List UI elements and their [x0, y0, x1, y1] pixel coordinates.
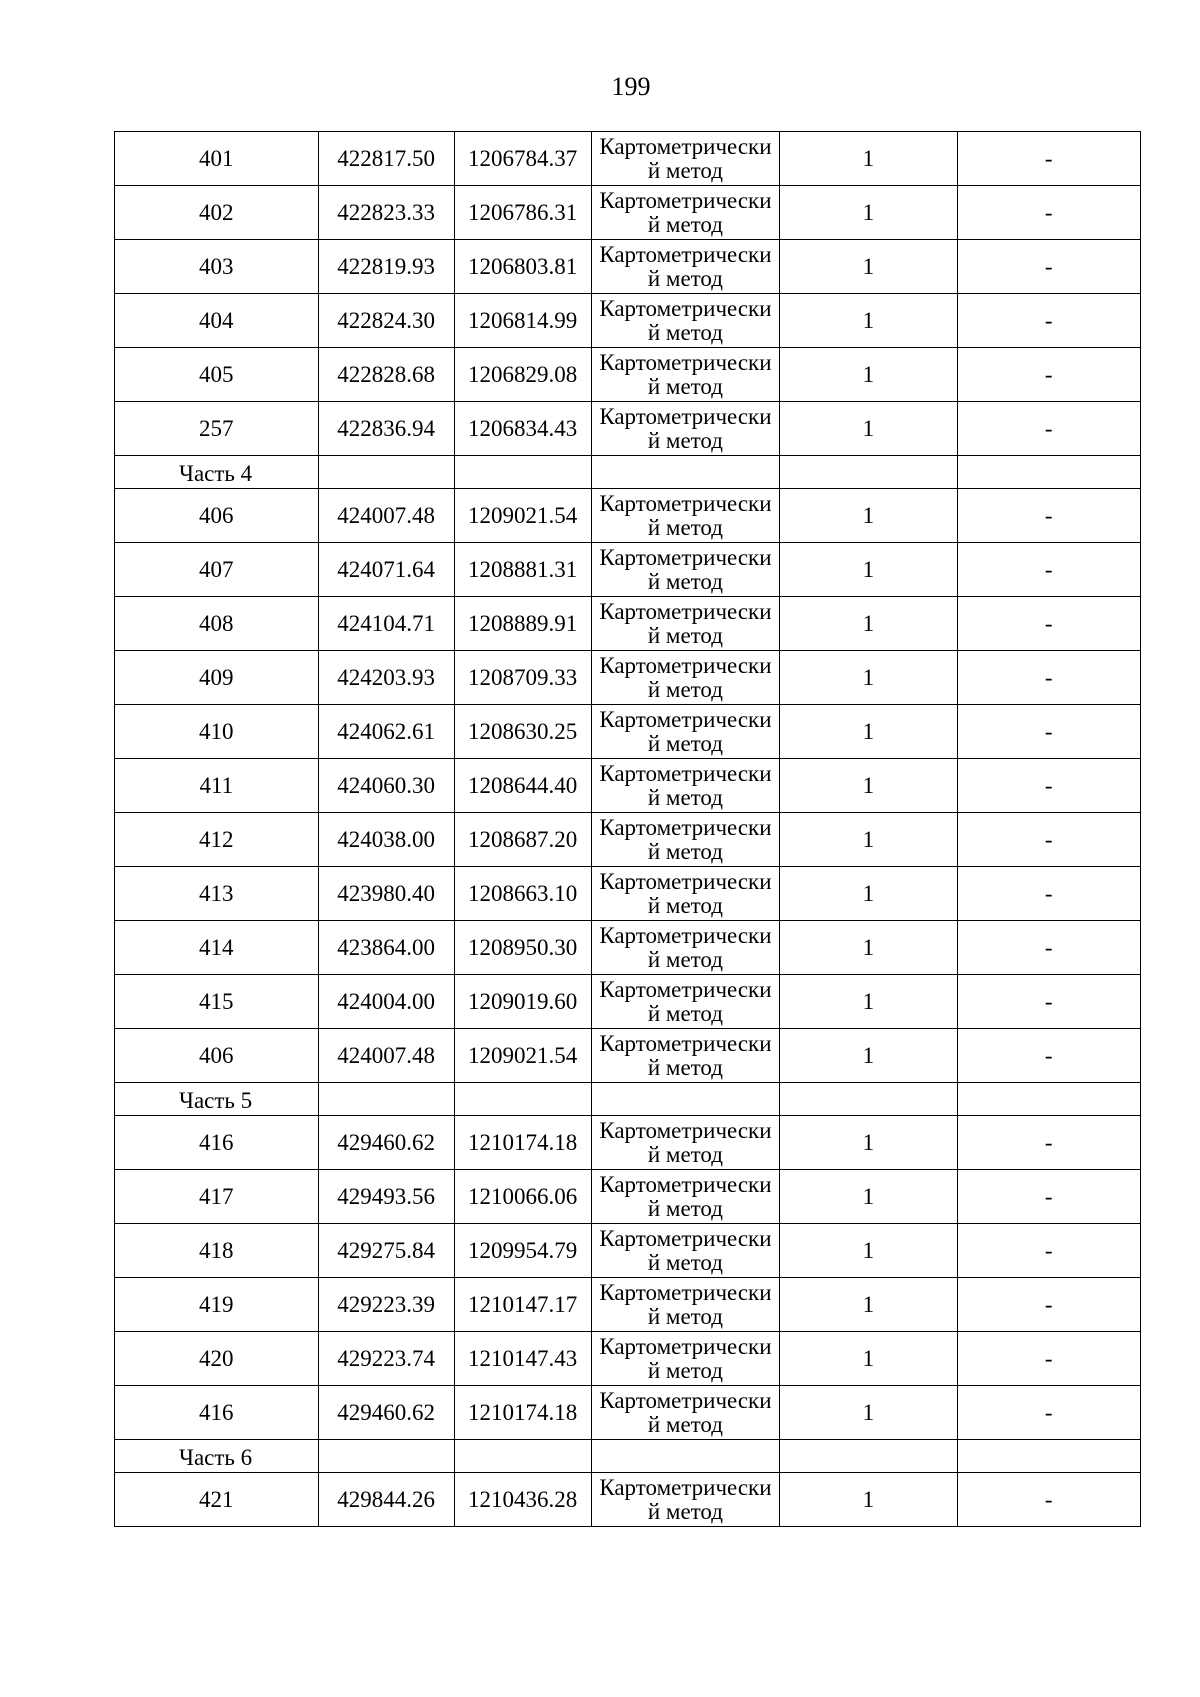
note-cell: - — [957, 543, 1140, 597]
method-text-line1: Картометрически — [599, 1387, 772, 1413]
method-cell — [591, 543, 779, 597]
y-coordinate-cell: 1209021.54 — [454, 1029, 591, 1083]
empty-cell — [454, 1083, 591, 1116]
precision-cell: 1 — [780, 597, 957, 651]
y-coordinate-cell: 1206834.43 — [454, 402, 591, 456]
method-text-line1: Картометрически — [599, 1225, 772, 1251]
y-coordinate-cell: 1208687.20 — [454, 813, 591, 867]
note-cell: - — [957, 186, 1140, 240]
method-cell — [591, 1170, 779, 1224]
precision-cell: 1 — [780, 294, 957, 348]
method-text-line2: й метод — [647, 622, 723, 648]
section-label: Часть 6 — [115, 1440, 319, 1473]
section-row — [115, 456, 1141, 489]
table-row — [115, 294, 1141, 348]
x-coordinate-cell: 429275.84 — [318, 1224, 454, 1278]
note-cell: - — [957, 294, 1140, 348]
point-id-cell: 421 — [115, 1473, 319, 1527]
point-id-cell: 419 — [115, 1278, 319, 1332]
point-id-cell: 416 — [115, 1116, 319, 1170]
table-row — [115, 705, 1141, 759]
x-coordinate-cell: 424007.48 — [318, 489, 454, 543]
empty-cell — [957, 456, 1140, 489]
x-coordinate-cell: 424038.00 — [318, 813, 454, 867]
method-cell — [591, 651, 779, 705]
table-row — [115, 1170, 1141, 1224]
method-text-line1: Картометрически — [599, 133, 772, 159]
method-cell — [591, 597, 779, 651]
point-id-cell: 413 — [115, 867, 319, 921]
method-text-line1: Картометрически — [599, 598, 772, 624]
method-text-line2: й метод — [647, 319, 723, 345]
table-row — [115, 348, 1141, 402]
empty-cell — [780, 1440, 957, 1473]
y-coordinate-cell: 1210066.06 — [454, 1170, 591, 1224]
method-text-line1: Картометрически — [599, 706, 772, 732]
x-coordinate-cell: 429460.62 — [318, 1116, 454, 1170]
point-id-cell: 402 — [115, 186, 319, 240]
method-text-line2: й метод — [647, 1054, 723, 1080]
method-text-line2: й метод — [647, 784, 723, 810]
method-text-line1: Картометрически — [599, 403, 772, 429]
method-cell — [591, 294, 779, 348]
table-row — [115, 651, 1141, 705]
coordinates-table — [114, 131, 1141, 1527]
precision-cell: 1 — [780, 1116, 957, 1170]
x-coordinate-cell: 422836.94 — [318, 402, 454, 456]
table-row — [115, 132, 1141, 186]
x-coordinate-cell: 424203.93 — [318, 651, 454, 705]
y-coordinate-cell: 1210174.18 — [454, 1386, 591, 1440]
method-text-line1: Картометрически — [599, 1171, 772, 1197]
section-label: Часть 5 — [115, 1083, 319, 1116]
method-text-line1: Картометрически — [599, 187, 772, 213]
point-id-cell: 411 — [115, 759, 319, 813]
method-text-line1: Картометрически — [599, 1474, 772, 1500]
method-text-line1: Картометрически — [599, 490, 772, 516]
precision-cell: 1 — [780, 186, 957, 240]
x-coordinate-cell: 429223.74 — [318, 1332, 454, 1386]
table-row — [115, 1029, 1141, 1083]
method-text-line2: й метод — [647, 1411, 723, 1437]
method-cell — [591, 348, 779, 402]
method-text-line1: Картометрически — [599, 922, 772, 948]
method-text-line1: Картометрически — [599, 814, 772, 840]
x-coordinate-cell: 429493.56 — [318, 1170, 454, 1224]
x-coordinate-cell: 424060.30 — [318, 759, 454, 813]
table-row — [115, 543, 1141, 597]
method-cell — [591, 921, 779, 975]
table-row — [115, 597, 1141, 651]
method-text-line1: Картометрически — [599, 241, 772, 267]
x-coordinate-cell: 422819.93 — [318, 240, 454, 294]
point-id-cell: 420 — [115, 1332, 319, 1386]
page-number: 199 — [611, 72, 651, 101]
method-cell — [591, 813, 779, 867]
method-cell — [591, 1278, 779, 1332]
table-row — [115, 921, 1141, 975]
note-cell: - — [957, 867, 1140, 921]
y-coordinate-cell: 1208630.25 — [454, 705, 591, 759]
point-id-cell: 406 — [115, 489, 319, 543]
method-text-line2: й метод — [647, 265, 723, 291]
method-text-line1: Картометрически — [599, 1117, 772, 1143]
method-text-line2: й метод — [647, 838, 723, 864]
method-cell — [591, 489, 779, 543]
table-row — [115, 1473, 1141, 1527]
point-id-cell: 412 — [115, 813, 319, 867]
y-coordinate-cell: 1210174.18 — [454, 1116, 591, 1170]
method-text-line2: й метод — [647, 946, 723, 972]
note-cell: - — [957, 1473, 1140, 1527]
precision-cell: 1 — [780, 132, 957, 186]
coordinates-table-body — [115, 132, 1141, 1527]
table-row — [115, 813, 1141, 867]
note-cell: - — [957, 597, 1140, 651]
note-cell: - — [957, 1116, 1140, 1170]
method-cell — [591, 1116, 779, 1170]
precision-cell: 1 — [780, 975, 957, 1029]
note-cell: - — [957, 705, 1140, 759]
x-coordinate-cell: 423864.00 — [318, 921, 454, 975]
y-coordinate-cell: 1206803.81 — [454, 240, 591, 294]
empty-cell — [591, 1083, 779, 1116]
empty-cell — [780, 1083, 957, 1116]
method-text-line2: й метод — [647, 730, 723, 756]
x-coordinate-cell: 422823.33 — [318, 186, 454, 240]
method-cell — [591, 1386, 779, 1440]
point-id-cell: 415 — [115, 975, 319, 1029]
method-text-line1: Картометрически — [599, 868, 772, 894]
point-id-cell: 409 — [115, 651, 319, 705]
point-id-cell: 417 — [115, 1170, 319, 1224]
precision-cell: 1 — [780, 1473, 957, 1527]
method-text-line2: й метод — [647, 211, 723, 237]
method-text-line2: й метод — [647, 514, 723, 540]
empty-cell — [780, 456, 957, 489]
note-cell: - — [957, 759, 1140, 813]
x-coordinate-cell: 424004.00 — [318, 975, 454, 1029]
point-id-cell: 401 — [115, 132, 319, 186]
table-row — [115, 402, 1141, 456]
section-row — [115, 1440, 1141, 1473]
empty-cell — [591, 1440, 779, 1473]
precision-cell: 1 — [780, 543, 957, 597]
precision-cell: 1 — [780, 705, 957, 759]
method-text-line1: Картометрически — [599, 652, 772, 678]
y-coordinate-cell: 1208950.30 — [454, 921, 591, 975]
empty-cell — [454, 1440, 591, 1473]
method-cell — [591, 186, 779, 240]
note-cell: - — [957, 402, 1140, 456]
note-cell: - — [957, 1386, 1140, 1440]
method-text-line2: й метод — [647, 1195, 723, 1221]
x-coordinate-cell: 429844.26 — [318, 1473, 454, 1527]
method-text-line2: й метод — [647, 1357, 723, 1383]
method-cell — [591, 759, 779, 813]
y-coordinate-cell: 1208663.10 — [454, 867, 591, 921]
y-coordinate-cell: 1208889.91 — [454, 597, 591, 651]
note-cell: - — [957, 1170, 1140, 1224]
precision-cell: 1 — [780, 1224, 957, 1278]
table-row — [115, 240, 1141, 294]
table-row — [115, 1278, 1141, 1332]
y-coordinate-cell: 1210147.17 — [454, 1278, 591, 1332]
precision-cell: 1 — [780, 402, 957, 456]
y-coordinate-cell: 1208709.33 — [454, 651, 591, 705]
method-text-line1: Картометрически — [599, 1030, 772, 1056]
empty-cell — [454, 456, 591, 489]
table-row — [115, 759, 1141, 813]
note-cell: - — [957, 921, 1140, 975]
method-text-line2: й метод — [647, 568, 723, 594]
precision-cell: 1 — [780, 813, 957, 867]
note-cell: - — [957, 975, 1140, 1029]
precision-cell: 1 — [780, 1332, 957, 1386]
method-cell — [591, 975, 779, 1029]
note-cell: - — [957, 651, 1140, 705]
method-text-line2: й метод — [647, 676, 723, 702]
method-text-line2: й метод — [647, 1000, 723, 1026]
note-cell: - — [957, 1332, 1140, 1386]
y-coordinate-cell: 1206784.37 — [454, 132, 591, 186]
x-coordinate-cell: 422817.50 — [318, 132, 454, 186]
point-id-cell: 414 — [115, 921, 319, 975]
precision-cell: 1 — [780, 1386, 957, 1440]
precision-cell: 1 — [780, 240, 957, 294]
method-text-line2: й метод — [647, 157, 723, 183]
empty-cell — [318, 1440, 454, 1473]
precision-cell: 1 — [780, 489, 957, 543]
point-id-cell: 418 — [115, 1224, 319, 1278]
method-text-line2: й метод — [647, 892, 723, 918]
precision-cell: 1 — [780, 867, 957, 921]
x-coordinate-cell: 424071.64 — [318, 543, 454, 597]
y-coordinate-cell: 1209019.60 — [454, 975, 591, 1029]
table-row — [115, 975, 1141, 1029]
x-coordinate-cell: 429223.39 — [318, 1278, 454, 1332]
method-text-line1: Картометрически — [599, 1279, 772, 1305]
point-id-cell: 407 — [115, 543, 319, 597]
empty-cell — [957, 1083, 1140, 1116]
precision-cell: 1 — [780, 1170, 957, 1224]
x-coordinate-cell: 422824.30 — [318, 294, 454, 348]
method-text-line1: Картометрически — [599, 349, 772, 375]
point-id-cell: 416 — [115, 1386, 319, 1440]
empty-cell — [591, 456, 779, 489]
precision-cell: 1 — [780, 651, 957, 705]
x-coordinate-cell: 424007.48 — [318, 1029, 454, 1083]
point-id-cell: 257 — [115, 402, 319, 456]
note-cell: - — [957, 132, 1140, 186]
method-cell — [591, 1029, 779, 1083]
method-text-line1: Картометрически — [599, 544, 772, 570]
empty-cell — [318, 456, 454, 489]
empty-cell — [318, 1083, 454, 1116]
y-coordinate-cell: 1208644.40 — [454, 759, 591, 813]
table-row — [115, 489, 1141, 543]
note-cell: - — [957, 1029, 1140, 1083]
note-cell: - — [957, 348, 1140, 402]
point-id-cell: 410 — [115, 705, 319, 759]
method-text-line1: Картометрически — [599, 976, 772, 1002]
x-coordinate-cell: 424062.61 — [318, 705, 454, 759]
precision-cell: 1 — [780, 1278, 957, 1332]
note-cell: - — [957, 240, 1140, 294]
y-coordinate-cell: 1206786.31 — [454, 186, 591, 240]
x-coordinate-cell: 424104.71 — [318, 597, 454, 651]
precision-cell: 1 — [780, 921, 957, 975]
empty-cell — [957, 1440, 1140, 1473]
table-row — [115, 867, 1141, 921]
y-coordinate-cell: 1208881.31 — [454, 543, 591, 597]
method-text-line2: й метод — [647, 1498, 723, 1524]
method-cell — [591, 402, 779, 456]
method-cell — [591, 1332, 779, 1386]
y-coordinate-cell: 1210436.28 — [454, 1473, 591, 1527]
section-row — [115, 1083, 1141, 1116]
precision-cell: 1 — [780, 759, 957, 813]
method-cell — [591, 867, 779, 921]
precision-cell: 1 — [780, 1029, 957, 1083]
method-text-line1: Картометрически — [599, 760, 772, 786]
method-cell — [591, 1224, 779, 1278]
y-coordinate-cell: 1206829.08 — [454, 348, 591, 402]
x-coordinate-cell: 423980.40 — [318, 867, 454, 921]
note-cell: - — [957, 1224, 1140, 1278]
table-row — [115, 1224, 1141, 1278]
y-coordinate-cell: 1209021.54 — [454, 489, 591, 543]
point-id-cell: 403 — [115, 240, 319, 294]
method-cell — [591, 132, 779, 186]
point-id-cell: 408 — [115, 597, 319, 651]
method-cell — [591, 1473, 779, 1527]
note-cell: - — [957, 1278, 1140, 1332]
method-text-line2: й метод — [647, 1141, 723, 1167]
method-cell — [591, 705, 779, 759]
y-coordinate-cell: 1209954.79 — [454, 1224, 591, 1278]
y-coordinate-cell: 1206814.99 — [454, 294, 591, 348]
table-row — [115, 1386, 1141, 1440]
x-coordinate-cell: 422828.68 — [318, 348, 454, 402]
method-cell — [591, 240, 779, 294]
method-text-line2: й метод — [647, 1303, 723, 1329]
method-text-line2: й метод — [647, 1249, 723, 1275]
x-coordinate-cell: 429460.62 — [318, 1386, 454, 1440]
method-text-line2: й метод — [647, 373, 723, 399]
point-id-cell: 404 — [115, 294, 319, 348]
note-cell: - — [957, 813, 1140, 867]
table-row — [115, 1332, 1141, 1386]
table-row — [115, 186, 1141, 240]
y-coordinate-cell: 1210147.43 — [454, 1332, 591, 1386]
point-id-cell: 405 — [115, 348, 319, 402]
precision-cell: 1 — [780, 348, 957, 402]
method-text-line1: Картометрически — [599, 295, 772, 321]
note-cell: - — [957, 489, 1140, 543]
method-text-line2: й метод — [647, 427, 723, 453]
table-row — [115, 1116, 1141, 1170]
section-label: Часть 4 — [115, 456, 319, 489]
method-text-line1: Картометрически — [599, 1333, 772, 1359]
point-id-cell: 406 — [115, 1029, 319, 1083]
